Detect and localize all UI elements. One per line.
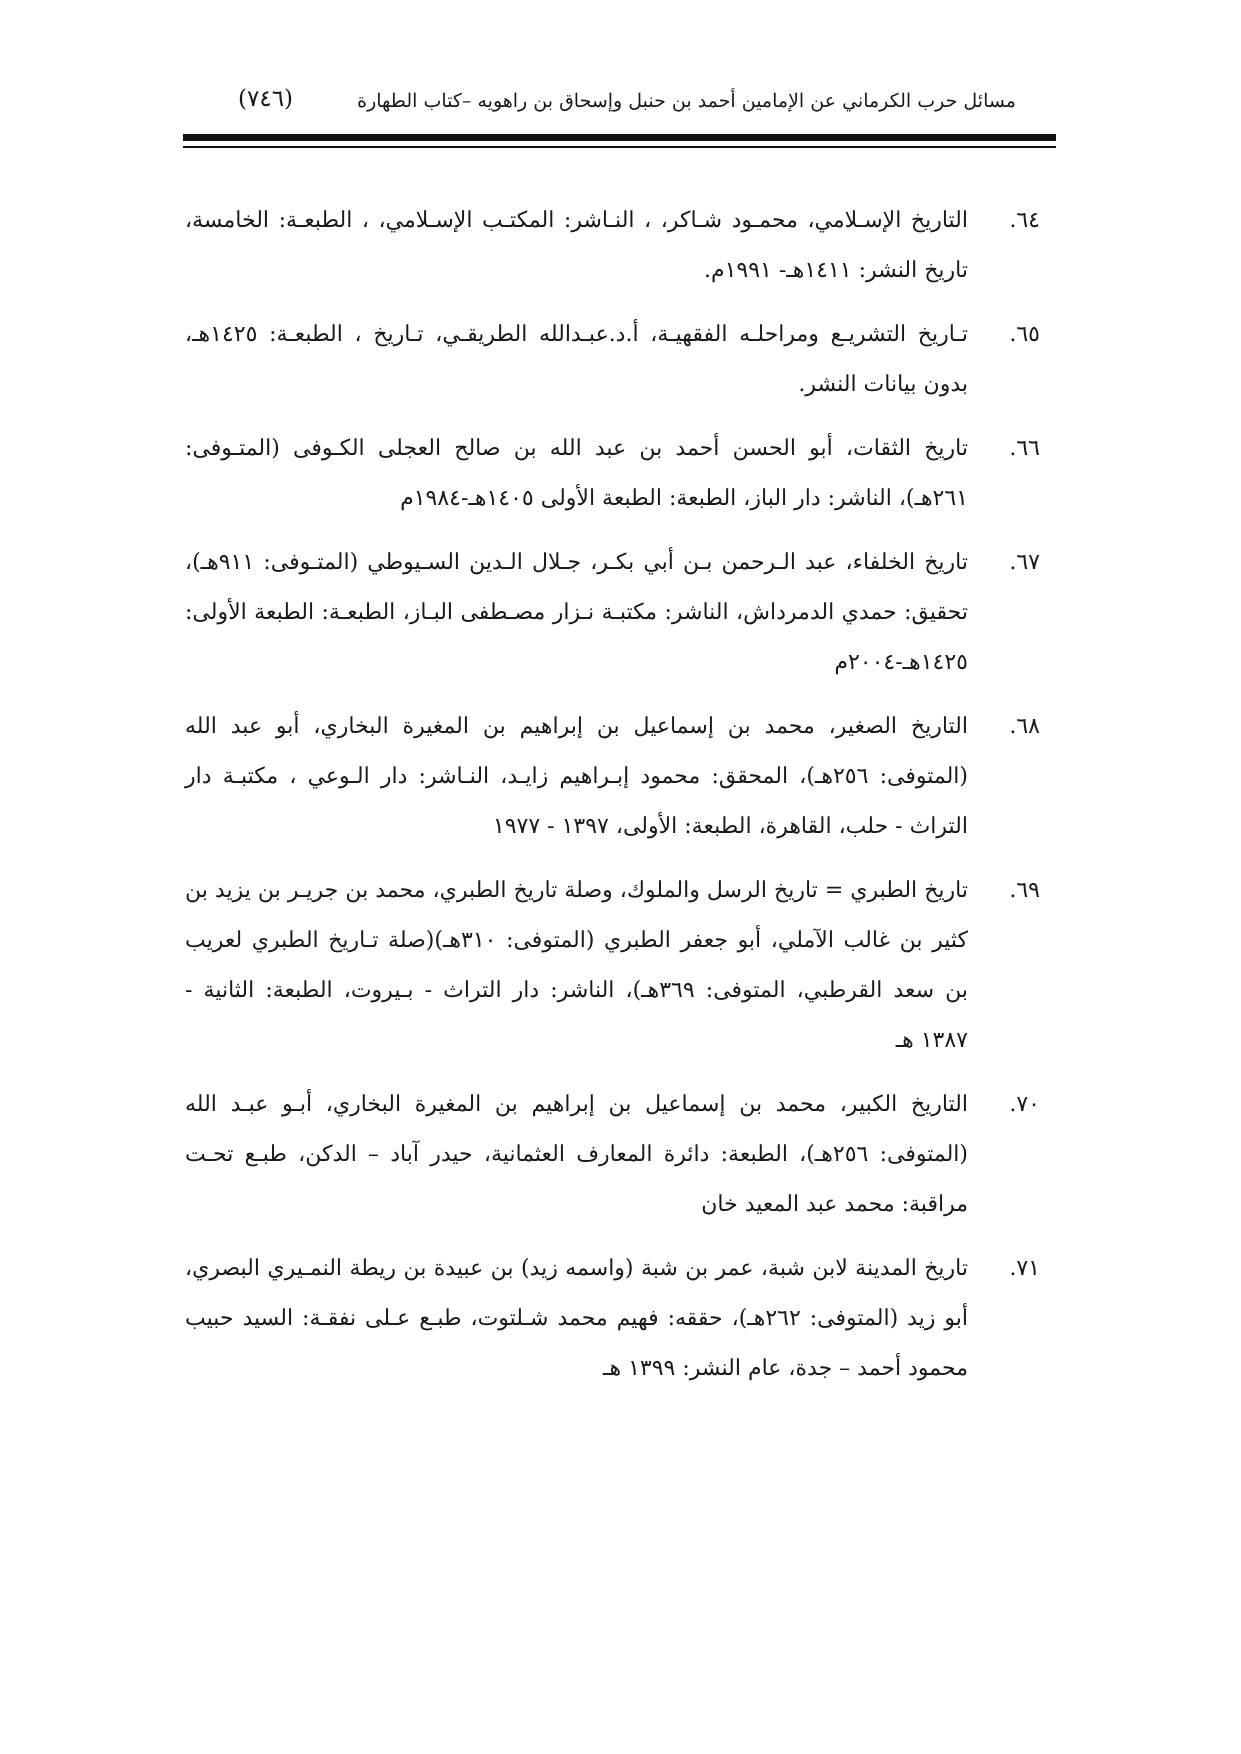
bibliography-entry [185, 1080, 1040, 1230]
entry-number: ٦٦. [1009, 436, 1040, 461]
bibliography-entry [185, 310, 1040, 410]
entry-text: تـاريخ التشريـع ومراحلـه الفقهيـة، أ.د.عبـدالله الطريقـي، تـاريخ ، الطبعـة: ١٤٢٥هـ، بدون بيانات النشر. [185, 322, 968, 397]
entry-text: تاريخ الخلفاء، عبد الـرحمن بـن أبي بكـر، جـلال الـدين السـيوطي (المتـوفى: ٩١١هـ)، تحقيق: حمدي الدمرداش، الناشر: مكتبـة نـزار مصـطفى البـاز، الطبعـة: الطبعة الأولى: ١٤٢٥هـ-٢٠٠٤م [185, 550, 968, 675]
entry-number: ٦٤. [1009, 208, 1040, 233]
bibliography-entry [185, 1244, 1040, 1394]
entry-number: ٧١. [1009, 1256, 1040, 1281]
bibliography-entry [185, 196, 1040, 296]
entry-number: ٦٧. [1009, 550, 1040, 575]
running-title: مسائل حرب الكرماني عن الإمامين أحمد بن حنبل وإسحاق بن راهويه –كتاب الطهارة [357, 90, 1016, 112]
entry-text: تاريخ المدينة لابن شبة، عمر بن شبة (واسمه زيد) بن عبيدة بن ريطة النمـيري البصري، أبو زيد (المتوفى: ٢٦٢هـ)، حققه: فهيم محمد شـلتوت، طبـع عـلى نفقـة: السيد حبيب محمود أحمد – جدة، عام النشر: ١٣٩٩ هـ [185, 1256, 968, 1381]
bibliography-entry [185, 702, 1040, 852]
entry-text: التاريخ الإسـلامي، محمـود شـاكر، ، النـاشر: المكتـب الإسـلامي، ، الطبعـة: الخامسة، تاريخ النشر: ١٤١١هـ- ١٩٩١م. [185, 208, 968, 283]
page-number: (٧٤٦) [238, 86, 294, 112]
bibliography-entry [185, 424, 1040, 524]
entry-number: ٦٩. [1009, 878, 1040, 903]
bibliography-entry [185, 866, 1040, 1066]
entry-text: التاريخ الكبير، محمد بن إسماعيل بن إبراهيم بن المغيرة البخاري، أبـو عبـد الله (المتوفى: ٢٥٦هـ)، الطبعة: دائرة المعارف العثمانية، حيدر آباد – الدكن، طبـع تحـت مراقبة: محمد عبد المعيد خان [185, 1092, 968, 1217]
bibliography-list [185, 196, 1040, 1408]
entry-number: ٦٨. [1009, 714, 1040, 739]
header-rule-thick [183, 134, 1056, 141]
header-rule-thin [183, 146, 1056, 148]
entry-text: تاريخ الثقات، أبو الحسن أحمد بن عبد الله بن صالح العجلى الكـوفى (المتـوفى: ٢٦١هـ)، الناشر: دار الباز، الطبعة: الطبعة الأولى ١٤٠٥هـ-١٩٨٤م [185, 436, 968, 511]
page-header [228, 84, 1016, 124]
entry-text: التاريخ الصغير، محمد بن إسماعيل بن إبراهيم بن المغيرة البخاري، أبو عبد الله (المتوفى: ٢٥٦هـ)، المحقق: محمود إبـراهيم زايـد، النـاشر: دار الـوعي ، مكتبـة دار التراث - حلب، القاهرة، الطبعة: الأولى، ١٣٩٧ - ١٩٧٧ [185, 714, 968, 839]
entry-number: ٦٥. [1009, 322, 1040, 347]
entry-number: ٧٠. [1009, 1092, 1040, 1117]
entry-text: تاريخ الطبري = تاريخ الرسل والملوك، وصلة تاريخ الطبري، محمد بن جريـر بن يزيد بن كثير بن غالب الآملي، أبو جعفر الطبري (المتوفى: ٣١٠هـ)(صلة تـاريخ الطبري لعريب بن سعد القرطبي، المتوفى: ٣٦٩هـ)، الناشر: دار التراث - بـيروت، الطبعة: الثانية - ١٣٨٧ هـ [185, 878, 968, 1053]
bibliography-entry [185, 538, 1040, 688]
